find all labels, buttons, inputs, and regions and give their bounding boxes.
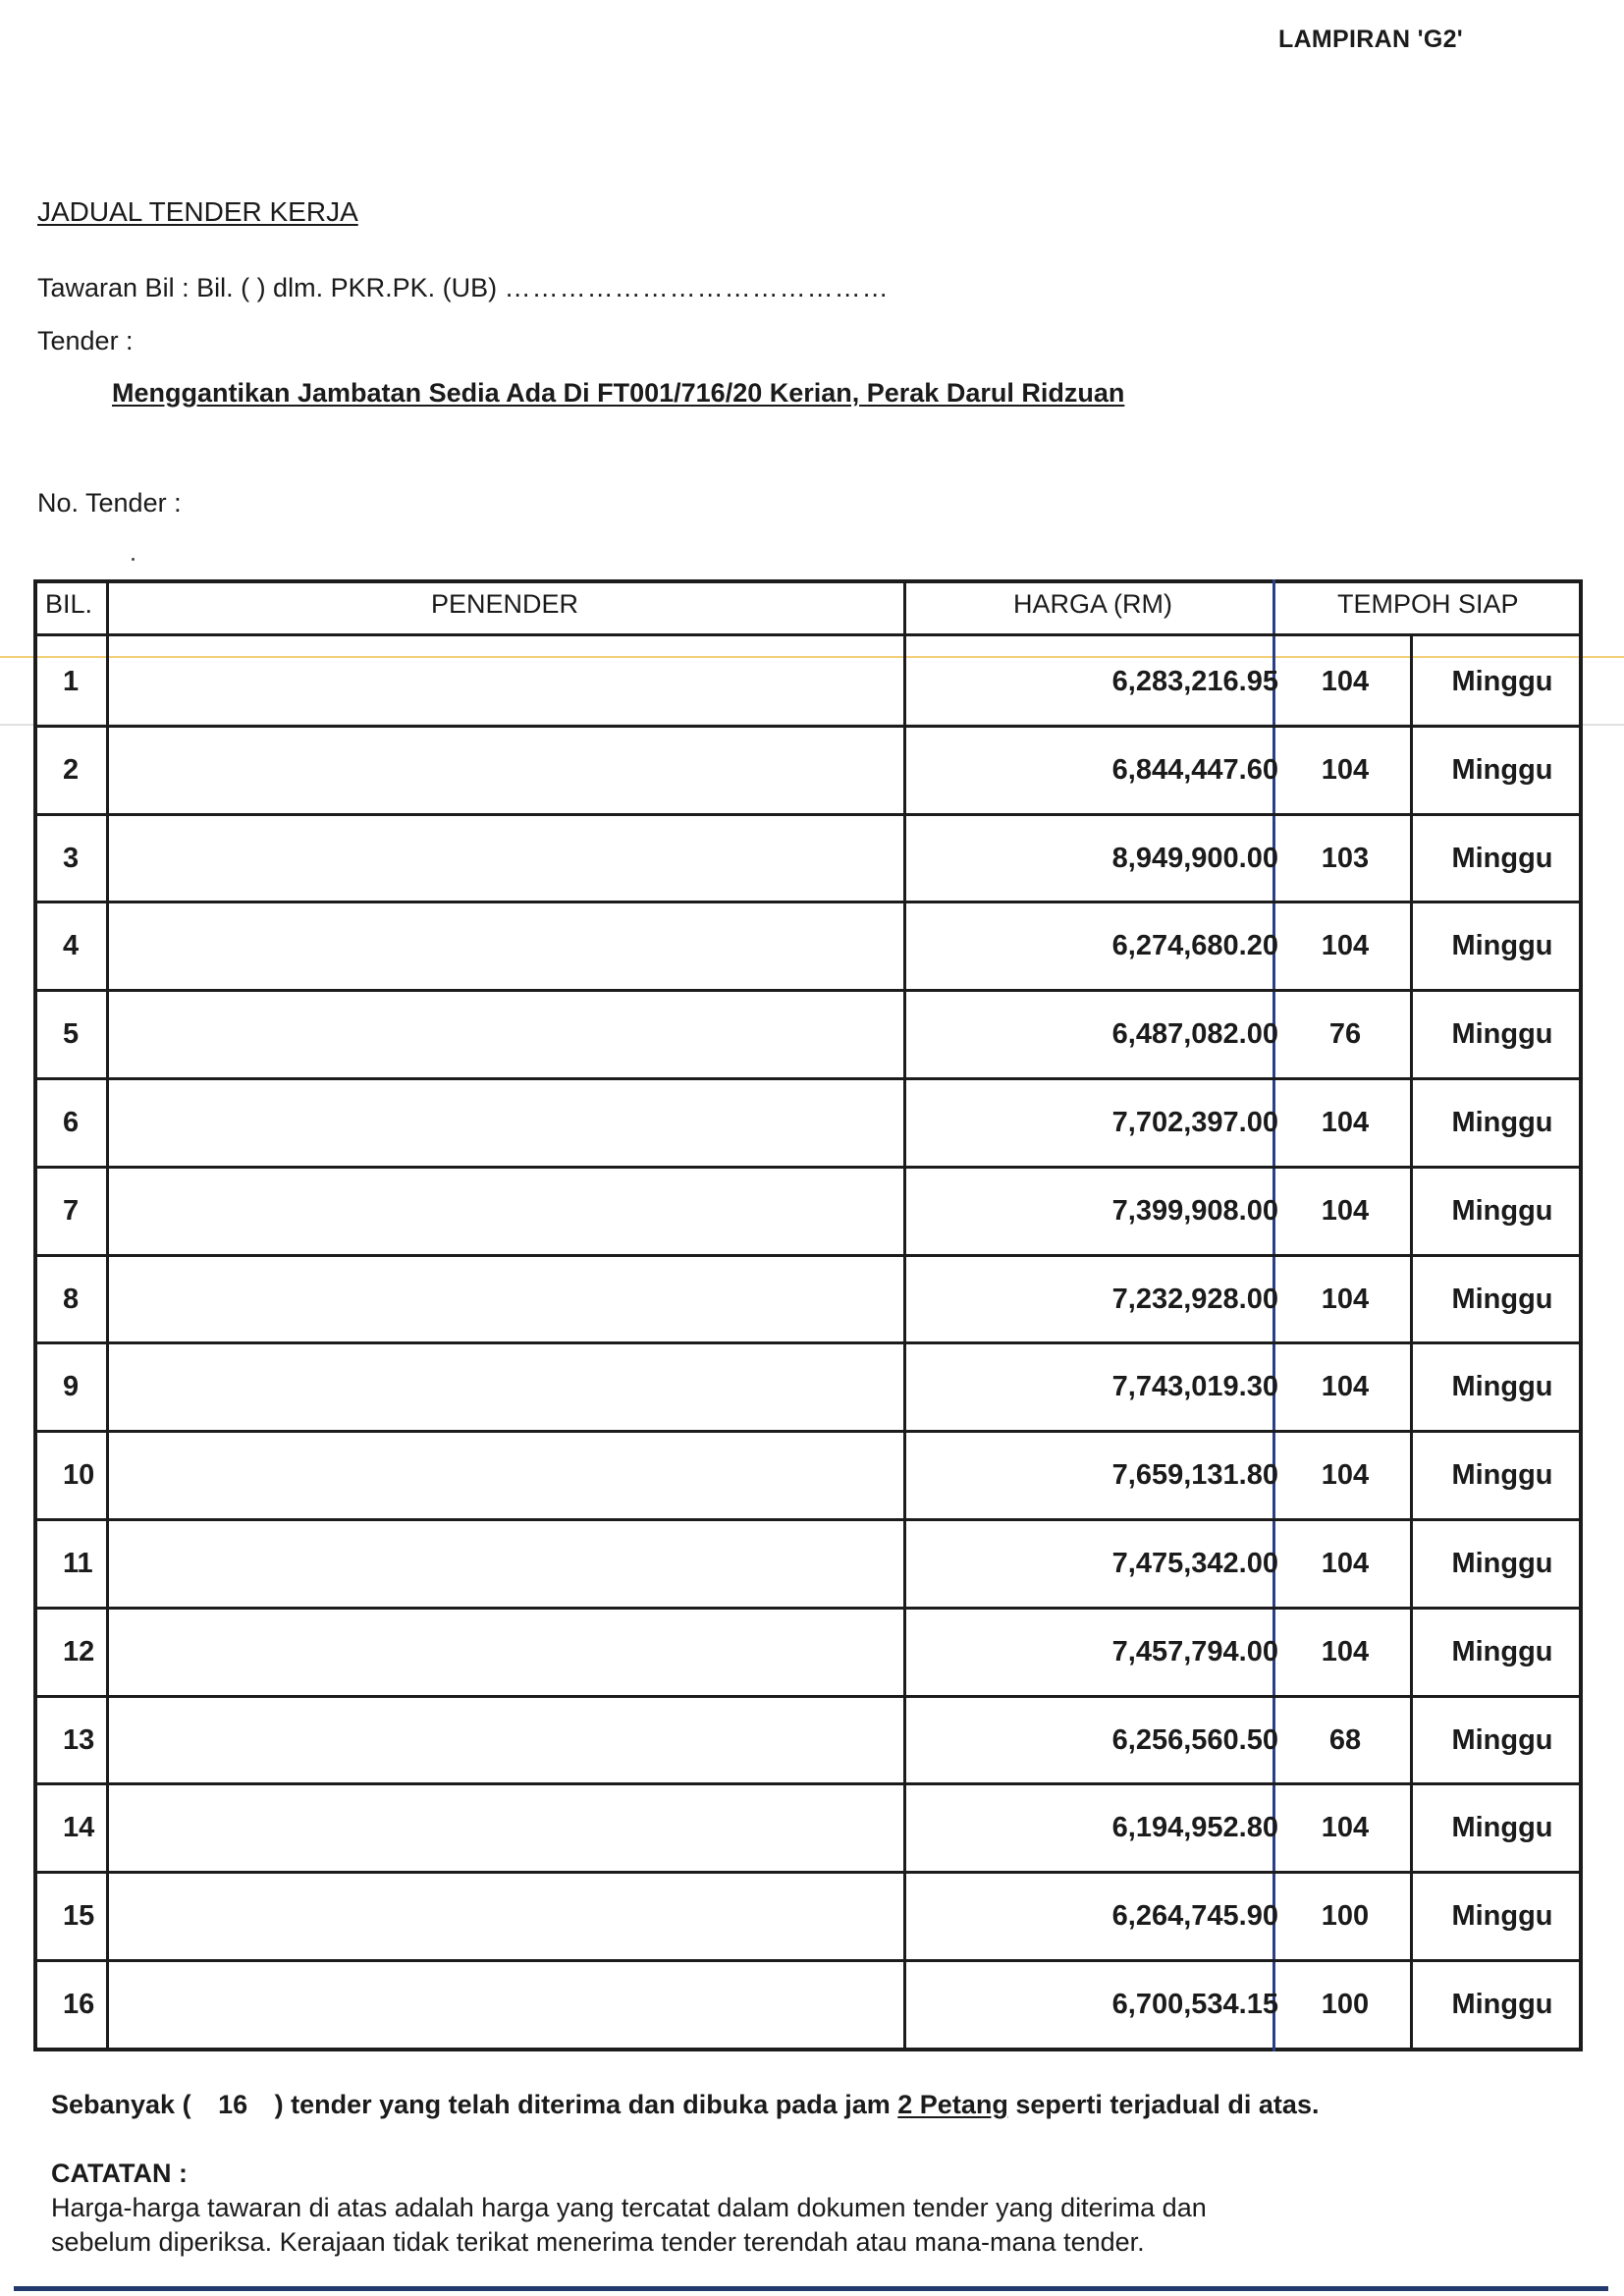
- period-unit: Minggu: [1451, 753, 1553, 786]
- row-divider: [33, 1341, 1583, 1344]
- bid-price: 6,194,952.80: [1111, 1812, 1278, 1844]
- bid-price: 7,702,397.00: [1111, 1107, 1278, 1138]
- bid-price: 6,256,560.50: [1111, 1723, 1278, 1756]
- document-title: JADUAL TENDER KERJA: [37, 196, 358, 227]
- offer-number-dots: ……………………………………: [504, 273, 890, 302]
- period-unit: Minggu: [1451, 1635, 1553, 1667]
- period-unit: Minggu: [1451, 1018, 1553, 1051]
- bid-price: 7,743,019.30: [1111, 1371, 1278, 1403]
- completion-period: 100: [1321, 1900, 1370, 1933]
- summary-count: 16: [218, 2090, 248, 2119]
- row-divider: [33, 1871, 1583, 1874]
- completion-period: 76: [1328, 1018, 1362, 1051]
- tender-name: Menggantikan Jambatan Sedia Ada Di FT001/716/20 Kerian, Perak Darul Ridzuan: [112, 378, 1125, 408]
- period-unit: Minggu: [1451, 1989, 1553, 2020]
- row-divider: [33, 1518, 1583, 1521]
- header-bil: BIL.: [45, 589, 93, 619]
- row-divider: [33, 1695, 1583, 1698]
- row-number: 10: [63, 1459, 95, 1492]
- row-divider: [33, 989, 1583, 992]
- bid-price: 6,487,082.00: [1111, 1018, 1278, 1051]
- summary-line: [51, 2090, 1319, 2120]
- bid-price: 6,264,745.90: [1111, 1900, 1278, 1933]
- bid-price: 7,399,908.00: [1111, 1194, 1278, 1227]
- row-number: 3: [63, 842, 80, 874]
- period-unit: Minggu: [1451, 1459, 1553, 1492]
- row-number: 11: [63, 1548, 93, 1579]
- completion-period: 104: [1321, 1812, 1370, 1844]
- tender-number-label: No. Tender :: [37, 488, 182, 518]
- completion-period: 104: [1321, 753, 1370, 786]
- period-unit: Minggu: [1451, 1283, 1553, 1315]
- completion-period: 104: [1321, 1371, 1370, 1403]
- row-number: 2: [63, 753, 80, 786]
- period-unit: Minggu: [1451, 1194, 1553, 1227]
- row-divider: [33, 1430, 1583, 1433]
- row-number: 13: [63, 1723, 95, 1756]
- period-unit: Minggu: [1451, 1371, 1553, 1403]
- column-divider: [106, 579, 109, 2051]
- period-unit: Minggu: [1451, 1723, 1553, 1756]
- completion-period: 104: [1321, 1107, 1370, 1138]
- bid-price: 7,457,794.00: [1111, 1635, 1278, 1667]
- row-divider: [33, 1782, 1583, 1785]
- period-unit: Minggu: [1451, 1900, 1553, 1933]
- row-number: 14: [63, 1812, 95, 1844]
- summary-part1: Sebanyak (: [51, 2090, 191, 2119]
- notes-line-1: Harga-harga tawaran di atas adalah harga yang tercatat dalam dokumen tender yang diterima dan: [51, 2193, 1207, 2222]
- completion-period: 104: [1321, 1548, 1370, 1579]
- bid-price: 7,475,342.00: [1111, 1548, 1278, 1579]
- tender-label: Tender :: [37, 326, 134, 355]
- bid-price: 6,844,447.60: [1111, 753, 1278, 786]
- row-number: 4: [63, 930, 80, 962]
- row-divider: [33, 1254, 1583, 1257]
- completion-period: 68: [1328, 1723, 1362, 1756]
- header-divider: [33, 633, 1583, 636]
- notes-line-2: sebelum diperiksa. Kerajaan tidak terikat menerima tender terendah atau mana-mana tender.: [51, 2227, 1145, 2257]
- row-number: 9: [63, 1371, 80, 1403]
- period-unit: Minggu: [1451, 1548, 1553, 1579]
- row-divider: [33, 1959, 1583, 1962]
- header-penender: PENENDER: [431, 589, 579, 619]
- offer-number-line: [37, 273, 890, 303]
- row-number: 7: [63, 1194, 80, 1227]
- bid-price: 6,700,534.15: [1111, 1989, 1278, 2020]
- row-number: 1: [63, 666, 80, 697]
- tender-table: [33, 579, 1583, 2051]
- header-harga: HARGA (RM): [1013, 589, 1172, 619]
- row-number: 12: [63, 1635, 95, 1667]
- offer-number-label: Tawaran Bil : Bil. ( ) dlm. PKR.PK. (UB): [37, 273, 498, 302]
- period-unit: Minggu: [1451, 842, 1553, 874]
- completion-period: 104: [1321, 930, 1370, 962]
- completion-period: 104: [1321, 1635, 1370, 1667]
- row-divider: [33, 1077, 1583, 1080]
- completion-period: 100: [1321, 1989, 1370, 2020]
- row-number: 8: [63, 1283, 80, 1315]
- column-divider: [903, 579, 906, 2051]
- row-number: 5: [63, 1018, 80, 1051]
- row-divider: [33, 1607, 1583, 1610]
- row-divider: [33, 901, 1583, 903]
- summary-time: 2 Petang: [897, 2090, 1008, 2119]
- completion-period: 104: [1321, 1194, 1370, 1227]
- period-unit: Minggu: [1451, 1812, 1553, 1844]
- period-unit: Minggu: [1451, 666, 1553, 697]
- bid-price: 8,949,900.00: [1111, 842, 1278, 874]
- completion-period: 104: [1321, 666, 1370, 697]
- summary-part3: seperti terjadual di atas.: [1015, 2090, 1320, 2119]
- row-number: 15: [63, 1900, 95, 1933]
- header-tempoh: TEMPOH SIAP: [1337, 589, 1519, 619]
- period-unit: Minggu: [1451, 1107, 1553, 1138]
- summary-part2: ) tender yang telah diterima dan dibuka pada jam: [274, 2090, 891, 2119]
- row-divider: [33, 1166, 1583, 1169]
- scan-speck: [132, 558, 135, 561]
- completion-period: 104: [1321, 1283, 1370, 1315]
- appendix-label: LAMPIRAN 'G2': [1278, 26, 1464, 53]
- completion-period: 103: [1321, 842, 1370, 874]
- notes-heading: CATATAN :: [51, 2159, 188, 2188]
- period-unit: Minggu: [1451, 930, 1553, 962]
- row-number: 6: [63, 1107, 80, 1138]
- bid-price: 7,659,131.80: [1111, 1459, 1278, 1492]
- bid-price: 6,274,680.20: [1111, 930, 1278, 962]
- row-divider: [33, 813, 1583, 816]
- row-number: 16: [63, 1989, 95, 2020]
- completion-period: 104: [1321, 1459, 1370, 1492]
- row-divider: [33, 725, 1583, 728]
- bid-price: 6,283,216.95: [1111, 666, 1278, 697]
- footer-rule: [14, 2286, 1608, 2291]
- bid-price: 7,232,928.00: [1111, 1283, 1278, 1315]
